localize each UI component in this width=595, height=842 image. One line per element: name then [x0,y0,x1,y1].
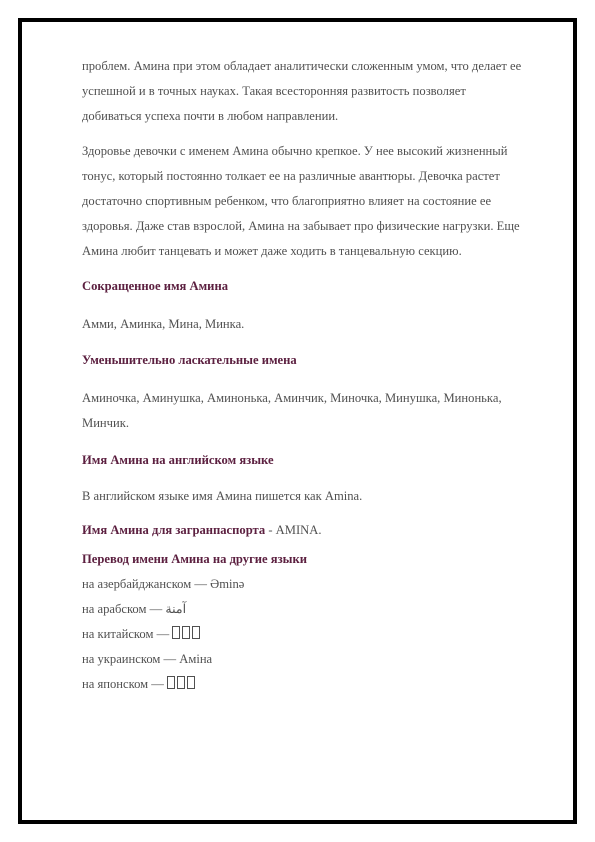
translation-value: آمنة [165,602,187,616]
missing-glyph-box [192,626,200,639]
translation-label: на китайском — [82,627,173,641]
passport-value: - AMINA. [265,523,322,537]
missing-glyph-box [187,676,195,689]
translation-item-ukrainian [82,647,522,672]
heading-diminutive-names: Уменьшительно ласкательные имена [82,353,297,367]
heading-passport-name: Имя Амина для загранпаспорта [82,523,266,537]
heading-short-name: Сокращенное имя Амина [82,279,228,293]
translation-item-japanese [82,672,522,697]
missing-glyph-box [167,676,175,689]
missing-glyph-boxes [172,627,202,641]
diminutive-name-list: Аминочка, Аминушка, Аминонька, Аминчик, Миночка, Минушка, Минонька, Минчик. [82,391,502,430]
heading-translations: Перевод имени Амина на другие языки [82,552,308,566]
missing-glyph-box [172,626,180,639]
translation-item-chinese [82,622,522,647]
short-name-list: Амми, Аминка, Мина, Минка. [82,317,245,331]
translation-item-azerbaijani [82,572,522,597]
paragraph-character: проблем. Амина при этом обладает аналитически сложенным умом, что делает ее успешной и в точных науках. Такая всесторонняя развитость позволяет добиваться успеха почти в любом направлении. [82,59,522,123]
translation-label: на украинском — [82,652,180,666]
paragraph-health: Здоровье девочки с именем Амина обычно крепкое. У нее высокий жизненный тонус, который постоянно толкает ее на различные авантюры. Девочка растет достаточно спортивным ребенком, что благоприятно влияет на состояние ее здоровья. Даже став взрослой, Амина на забывает про физические нагрузки. Еще Амина любит танцевать и может даже ходить в танцевальную секцию. [82,144,520,258]
missing-glyph-box [182,626,190,639]
translation-value: Əminə [210,577,245,591]
passport-line [82,518,522,543]
translation-label: на японском — [82,677,168,691]
translation-list [82,572,522,697]
english-name-text: В английском языке имя Амина пишется как Amina. [82,489,363,503]
missing-glyph-boxes [167,677,197,691]
heading-english-name: Имя Амина на английском языке [82,453,274,467]
translation-label: на арабском — [82,602,166,616]
translation-item-arabic [82,597,522,622]
document-content [82,54,522,697]
translation-value: Аміна [179,652,213,666]
missing-glyph-box [177,676,185,689]
translation-label: на азербайджанском — [82,577,211,591]
